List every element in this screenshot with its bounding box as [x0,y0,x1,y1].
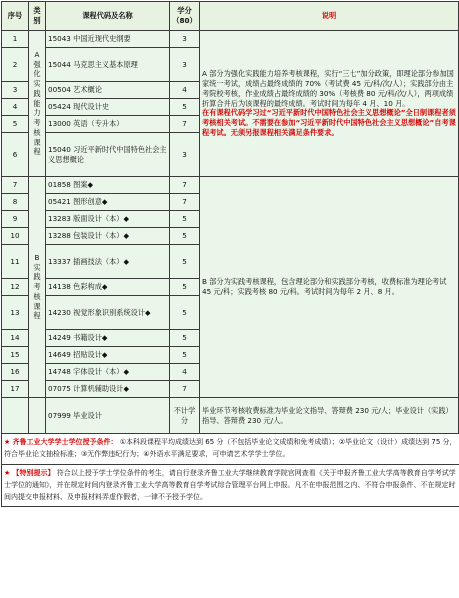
degree-text: ①本科段课程平均成绩达到 65 分（不包括毕业论文成绩和免考成绩）；②毕业论文（设计）成绩达到 75 分，符合毕业论文抽检标准；③无作弊违纪行为；④外语水平满足要求，可申请艺术学学士学位。 [4,438,457,458]
header-credit: 学分 （80） [170,2,200,31]
table-row: 12 14138 色彩构成◆ 5 [2,279,459,296]
table-row: 2 15044 马克思主义基本原理 3 [2,48,459,82]
star-icon: ★ [4,438,11,446]
table-row: 3 00504 艺术概论 4 [2,82,459,99]
degree-title: 齐鲁工业大学学士学位授予条件： [12,438,118,446]
special-notice [1,465,459,508]
thesis-note: 毕业环节考核收费标准为毕业论文指导、答辩费 230 元/人；毕业设计（实践）指导、答辩费 230 元/人。 [200,398,459,434]
category-b: B 实践考核课程 [29,177,46,398]
table-row: 17 07075 计算机辅助设计◆ 7 [2,381,459,398]
note-a: A 部分为强化实践能力培养考核课程，实行“三七”加分政策，即理论部分参加国家统一考试，成绩占最终成绩的 70%（考试费 45 元/科/次/人）；实践部分由主考院校考核，作业成绩占最终成绩的 30%（考核费 80 元/科/次/人），两项成绩折算合并后为该课程的最终成绩。考试时间为每年 4 月、10 月。 在有课程代码学习过“习近平新时代中国特色社会主义思想概论”全日制课程者须考核相关考试。不需要在参加“习近平新时代中国特色社会主义思想概论”自考课程考试。无须另报课程相关满足条件要求。 [200,31,459,177]
note-b: B 部分为实践考核课程，包含理论部分和实践部分考核，收费标准为理论考试 45 元/科；实践考核 80 元/科。考试时间为每年 2 月、8 月。 [200,177,459,398]
header-course: 课程代码及名称 [46,2,170,31]
thesis-row [2,398,459,434]
table-header [2,2,459,31]
notice-text: 符合以上授予学士学位条件的考生，请自行登录齐鲁工业大学继续教育学院官网查看《关于申报齐鲁工业大学高等教育自学考试学士学位的通知》，并在规定时间内登录齐鲁工业大学高等教育自学考试综合管理平台网上申报。凡不在申报范围之内、不符合申报条件、不在规定时间内提交申报材料、及申报材料弄虚作假者，一律不予授予学位。 [4,468,456,501]
table-row: 9 13283 版面设计（本）◆ 5 [2,211,459,228]
table-row: 4 05424 现代设计史 5 [2,99,459,116]
table-row: 8 05421 图形创意◆ 7 [2,194,459,211]
table-row: 5 13000 英语（专升本） 7 [2,116,459,133]
header-no: 序号 [2,2,29,31]
table-row: 7 B 实践考核课程 01858 图案◆ 7 B 部分为实践考核课程，包含理论部分和实践部分考核，收费标准为理论考试 45 元/科；实践考核 80 元/科。考试时间为每年 2 月、8 月。 [2,177,459,194]
table-row: 6 15040 习近平新时代中国特色社会主义思想概论 3 [2,133,459,177]
notice-title: 【特别提示】 [12,468,55,477]
thesis-credit: 不计学分 [170,398,200,434]
header-note: 说明 [200,2,459,31]
category-a: A 强化实践能力考核课程 [29,31,46,177]
star-icon: ★ [4,468,11,477]
degree-conditions [1,434,459,465]
table-row: 11 13337 插画技法（本）◆ 5 [2,245,459,279]
table-row: 14 14249 书籍设计◆ 5 [2,330,459,347]
course-table [1,1,459,434]
thesis-course: 07999 毕业设计 [46,398,170,434]
table-row: 10 13288 包装设计（本）◆ 5 [2,228,459,245]
table-row: 15 14649 招贴设计◆ 5 [2,347,459,364]
table-row: 16 14748 字体设计（本）◆ 4 [2,364,459,381]
table-row: 13 14230 视觉形象识别系统设计◆ 5 [2,296,459,330]
course-table-document [1,1,458,597]
header-category: 类别 [29,2,46,31]
table-row: 1 A 强化实践能力考核课程 15043 中国近现代史纲要 3 A 部分为强化实践能力培养考核课程，实行“三七”加分政策，即理论部分参加国家统一考试，成绩占最终成绩的 70%（考试费 45 元/科/次/人）；实践部分由主考院校考核，作业成绩占最终成绩的 30%（考核费 80 元/科/次/人），两项成绩折算合并后为该课程的最终成绩。考试时间为每年 4 月、10 月。 在有课程代码学习过“习近平新时代中国特色社会主义思想概论”全日制课程者须考核相关考试。不需要在参加“习近平新时代中国特色社会主义思想概论”自考课程考试。无须另报课程相关满足条件要求。 [2,31,459,48]
